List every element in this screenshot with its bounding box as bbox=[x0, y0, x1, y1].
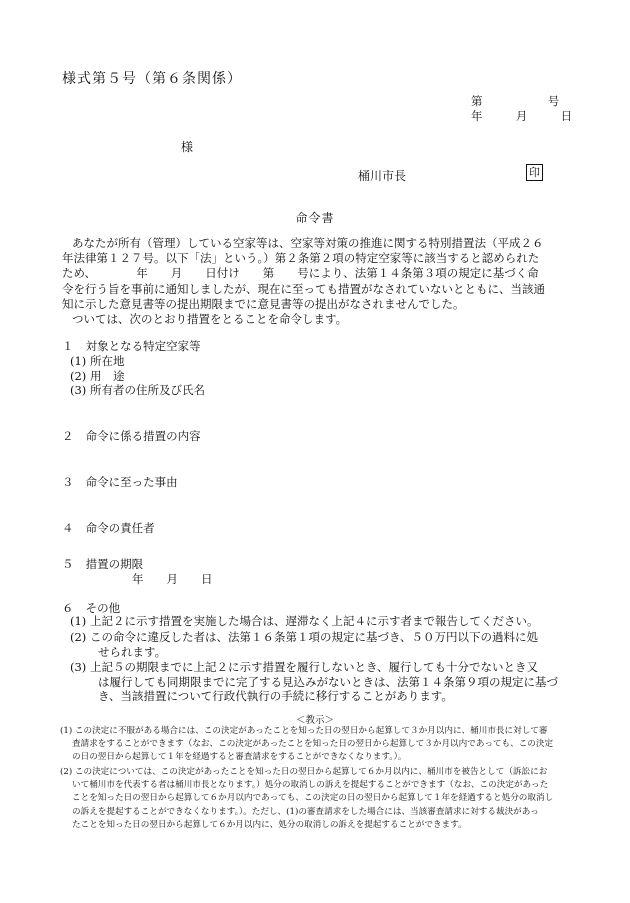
section-number: ５ bbox=[62, 557, 74, 571]
notice-line: たことを知った日の翌日から起算して６か月以内に、処分の取消しの訴えを提起することができます。 bbox=[72, 819, 467, 830]
item-line: (3) 上記５の期限までに上記２に示す措置を履行しないとき、履行しても十分でないとき又 bbox=[70, 660, 538, 674]
body-line: ついては、次のとおり措置をとることを命令します。 bbox=[72, 312, 348, 327]
section-6-item-3 bbox=[70, 660, 580, 704]
item-line: (2) この命令に違反した者は、法第１６条第１項の規定に基づき、５０万円以下の過料に処 bbox=[70, 630, 538, 644]
section-label: 措置の期限 bbox=[85, 557, 144, 571]
seal-mark: 印 bbox=[526, 164, 543, 181]
section-1-item-use: (2) 用 途 bbox=[70, 369, 125, 383]
notice-line: の訴えを提起することができなくなります。）。ただし、(1)の審査請求をした場合には、当該審査請求に対する裁決があっ bbox=[72, 806, 539, 817]
section-6-item-1 bbox=[70, 614, 580, 629]
notice-item-2 bbox=[60, 766, 572, 832]
section-label: 対象となる特定空家等 bbox=[85, 339, 201, 353]
body-line: あなたが所有（管理）している空家等は、空家等対策の推進に関する特別措置法（平成２６ bbox=[72, 236, 544, 250]
section-1-heading bbox=[62, 338, 201, 354]
body-line: ため、 年 月 日付け 第 号により、法第１４条第３項の規定に基づく命 bbox=[62, 266, 539, 281]
item-line: き、当該措置について行政代執行の手続に移行することがあります。 bbox=[98, 689, 453, 703]
issue-date bbox=[471, 108, 572, 124]
item-line: せられます。 bbox=[98, 644, 167, 659]
section-label: その他 bbox=[85, 601, 121, 615]
section-number: ６ bbox=[62, 601, 74, 615]
section-1-item-location: (1) 所在地 bbox=[70, 354, 125, 368]
item-line: (1) 上記２に示す措置を実施した場合は、遅滞なく上記４に示す者まで報告してください。 bbox=[70, 614, 539, 628]
section-label: 命令の責任者 bbox=[85, 521, 155, 535]
section-4-heading bbox=[62, 520, 155, 536]
section-2-heading bbox=[62, 428, 201, 444]
section-number: ２ bbox=[62, 429, 74, 443]
issue-date-day: 日 bbox=[560, 109, 573, 123]
section-label: 命令に係る措置の内容 bbox=[85, 429, 201, 443]
section-5-heading bbox=[62, 556, 143, 572]
section-number: ３ bbox=[62, 475, 74, 489]
section-number: １ bbox=[62, 339, 74, 353]
body-line: 知に示した意見書等の提出期限までに意見書等の提出がなされませんでした。 bbox=[62, 296, 465, 311]
body-line: 令を行う旨を事前に通知しましたが、現在に至っても措置がなされていないとともに、当該通 bbox=[62, 281, 545, 296]
notice-heading: ＜教示＞ bbox=[295, 715, 334, 726]
issue-number bbox=[471, 93, 559, 109]
issue-number-suffix: 号 bbox=[547, 94, 560, 108]
form-number: 様式第５号（第６条関係） bbox=[62, 71, 242, 87]
section-1-item-owner: (3) 所有者の住所及び氏名 bbox=[70, 383, 205, 397]
section-5-deadline-date: 年 月 日 bbox=[132, 572, 213, 586]
body-line: 年法律第１２７号。以下「法」という。）第２条第２項の特定空家等に該当すると認められた bbox=[62, 251, 540, 266]
item-line: は履行しても同期限までに完了する見込みがないときは、法第１４条第９項の規定に基づ bbox=[98, 674, 558, 689]
issue-date-year: 年 bbox=[471, 109, 483, 123]
issue-date-month: 月 bbox=[515, 109, 528, 123]
addressee: 様 bbox=[181, 140, 194, 154]
section-label: 命令に至った事由 bbox=[85, 475, 178, 489]
notice-line: の日の翌日から起算して１年を経過すると審査請求をすることができなくなります。）。 bbox=[72, 752, 407, 763]
notice-line: (1) この決定に不服がある場合には、この決定があったことを知った日の翌日から起算して３か月以内に、桶川市長に対して審 bbox=[60, 726, 548, 736]
notice-line: いて桶川市を代表する者は桶川市長となります。）処分の取消しの訴えを提起することができます（なお、この決定があった bbox=[72, 780, 549, 791]
document-title: 命令書 bbox=[295, 211, 335, 225]
issue-number-prefix: 第 bbox=[471, 94, 483, 108]
notice-line: 査請求をすることができます（なお、この決定があったことを知った日の翌日から起算して３か月以内であっても、この決定 bbox=[72, 739, 554, 750]
body-paragraph bbox=[62, 236, 562, 327]
notice-item-1 bbox=[60, 725, 572, 765]
section-6-item-2 bbox=[70, 630, 580, 659]
notice-line: ことを知った日の翌日から起算して６か月以内であっても、この決定の日の翌日から起算して１年を経過すると処分の取消し bbox=[72, 793, 554, 804]
section-number: ４ bbox=[62, 521, 74, 535]
section-3-heading bbox=[62, 474, 178, 490]
notice-line: (2) この決定については、この決定があったことを知った日の翌日から起算して６か月以内に、桶川市を被告として（訴訟にお bbox=[60, 767, 548, 777]
issuer-name: 桶川市長 bbox=[358, 169, 407, 183]
